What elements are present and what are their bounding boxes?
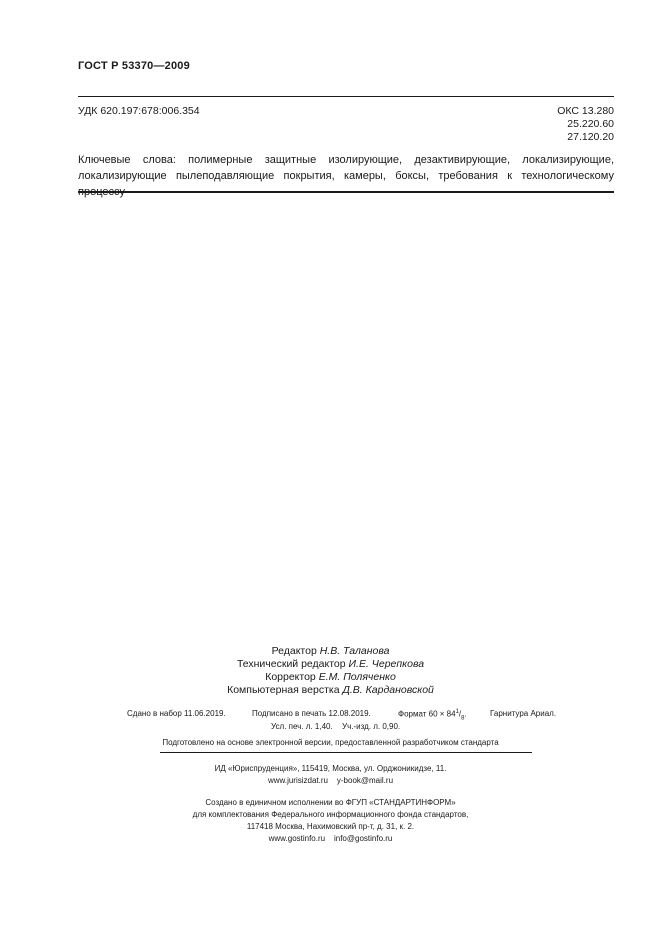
- credit-name: Е.М. Поляченко: [318, 671, 396, 683]
- print-format: Формат $60 \times 84^1/_8$.: [398, 709, 467, 722]
- credit-editor: [0, 645, 661, 658]
- publisher-contacts: [0, 775, 661, 787]
- prepared-note: Подготовлено на основе электронной версии, предоставленной разработчиком стандарта: [162, 738, 499, 747]
- credit-role: Технический редактор: [236, 658, 346, 670]
- credit-role: Компьютерная верстка: [227, 684, 340, 696]
- oks-code-1: ОКС 13.280: [557, 105, 614, 117]
- publisher-site: www.jurisizdat.ru: [267, 776, 328, 785]
- printer-site: www.gostinfo.ru: [268, 834, 326, 843]
- printer-contacts: [0, 833, 661, 845]
- publisher-email: y-book@mail.ru: [336, 776, 394, 785]
- keywords-rule: [78, 191, 614, 193]
- publisher-block: [0, 763, 661, 787]
- credit-name: И.Е. Черепкова: [348, 658, 425, 670]
- signed-date: Подписано в печать 12.08.2019.: [252, 709, 371, 718]
- credit-corrector: [0, 671, 661, 684]
- printer-line-3: 117418 Москва, Нахимовский пр-т, д. 31, к. 2.: [246, 822, 415, 831]
- printer-line-2: для комплектования Федерального информационного фонда стандартов,: [192, 810, 469, 819]
- publisher-address: ИД «Юриспруденция», 115419, Москва, ул. Орджоникидзе, 11.: [214, 764, 447, 773]
- credit-role: Корректор: [265, 671, 316, 683]
- credits-block: [0, 645, 661, 697]
- typeface: Гарнитура Ариал.: [490, 709, 557, 718]
- top-rule: [78, 96, 614, 97]
- printer-block: [0, 797, 661, 845]
- format-denominator: 8: [461, 715, 465, 722]
- credit-name: Н.В. Таланова: [319, 645, 390, 657]
- credit-name: Д.В. Кардановской: [342, 684, 434, 696]
- credit-role: Редактор: [271, 645, 317, 657]
- publishing-sheets: Уч.-изд. л. 0,90.: [342, 722, 401, 731]
- printer-line-1: Создано в единичном исполнении во ФГУП «СТАНДАРТИНФОРМ»: [205, 798, 456, 807]
- format-prefix: Формат 60 × 84: [398, 709, 456, 719]
- print-sheets: Усл. печ. л. 1,40.: [271, 722, 333, 731]
- udk-code: УДК 620.197:678:006.354: [78, 105, 200, 117]
- submitted-date: Сдано в набор 11.06.2019.: [127, 709, 226, 718]
- credit-tech-editor: [0, 658, 661, 671]
- oks-codes: [557, 105, 614, 144]
- credit-layout: [0, 684, 661, 697]
- keywords-paragraph: Ключевые слова: полимерные защитные изолирующие, дезактивирующие, локализирующие, локализирующие пылеподавляющие покрытия, камеры, боксы, требования к технологическому: [78, 154, 614, 182]
- oks-code-3: 27.120.20: [567, 131, 614, 143]
- oks-code-2: 25.220.60: [567, 118, 614, 130]
- format-numerator: 1: [455, 709, 459, 715]
- bottom-rule: [160, 752, 532, 753]
- printer-email: info@gostinfo.ru: [333, 834, 393, 843]
- standard-number: ГОСТ Р 53370—2009: [78, 60, 190, 72]
